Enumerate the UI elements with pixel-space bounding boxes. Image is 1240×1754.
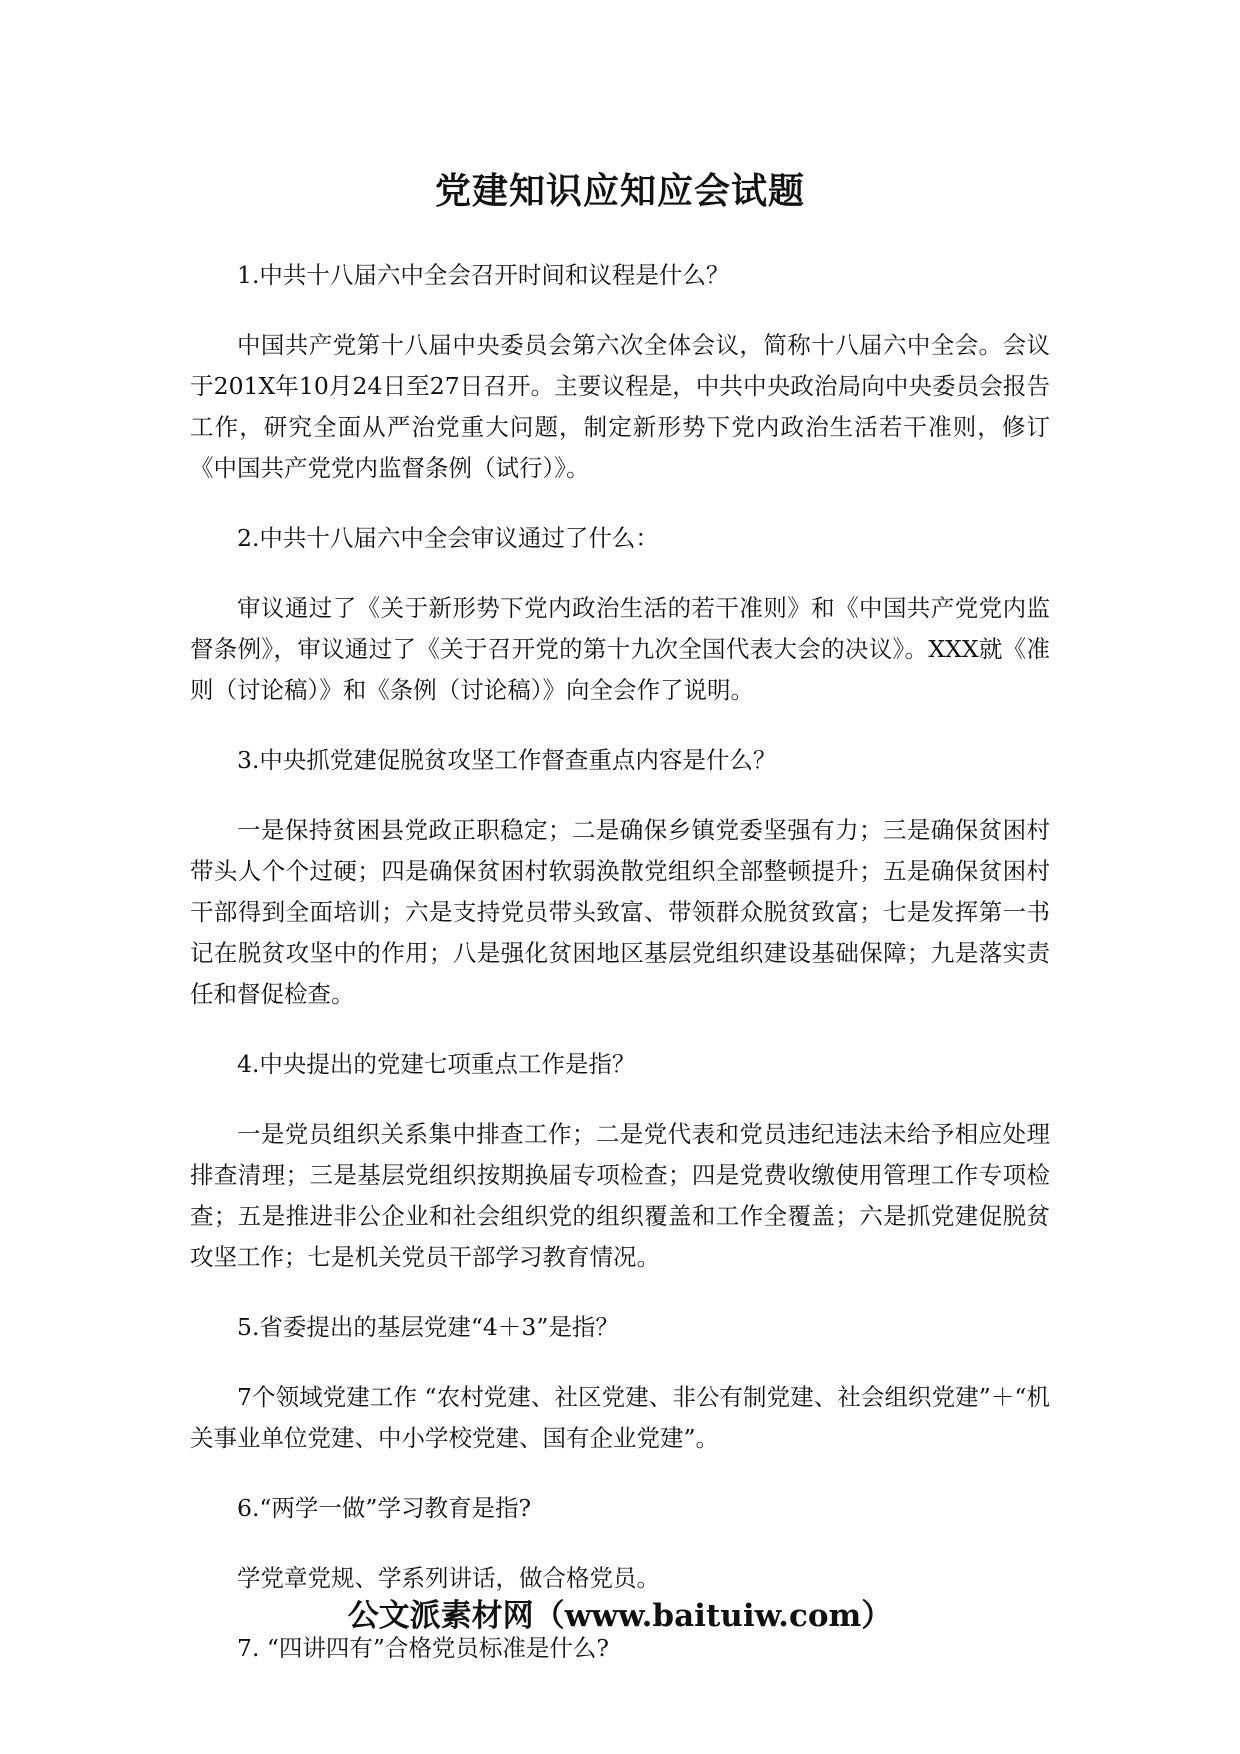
answer-6: 学党章党规、学系列讲话，做合格党员。 bbox=[237, 1564, 660, 1592]
answer-4: 一是党员组织关系集中排查工作；二是党代表和党员违纪违法未给予相应处理排查清理；三是基层党组织按期换届专项检查；四是党费收缴使用管理工作专项检查；五是推进非公企业和社会组织党的组织覆盖和工作全覆盖；六是抓党建促脱贫攻坚工作；七是机关党员干部学习教育情况。 bbox=[190, 1120, 1050, 1271]
question-3: 3.中央抓党建促脱贫攻坚工作督查重点内容是什么？ bbox=[237, 746, 777, 774]
question-2: 2.中共十八届六中全会审议通过了什么： bbox=[237, 524, 659, 552]
question-6: 6.“两学一做”学习教育是指? bbox=[237, 1494, 532, 1522]
footer-source: 公文派素材网（www.baituiw.com） bbox=[347, 1598, 893, 1634]
question-7: 7. “四讲四有”合格党员标准是什么? bbox=[237, 1634, 610, 1662]
answer-3: 一是保持贫困县党政正职稳定；二是确保乡镇党委坚强有力；三是确保贫困村带头人个个过硬；四是确保贫困村软弱涣散党组织全部整顿提升；五是确保贫困村干部得到全面培训；六是支持党员带头致富、带领群众脱贫致富；七是发挥第一书记在脱贫攻坚中的作用；八是强化贫困地区基层党组织建设基础保障；九是落实责任和督促检查。 bbox=[190, 816, 1050, 1008]
answer-1: 中国共产党第十八届中央委员会第六次全体会议，简称十八届六中全会。会议于201X年10月24日至27日召开。主要议程是，中共中央政治局向中央委员会报告工作，研究全面从严治党重大问题，制定新形势下党内政治生活若干准则，修订《中国共产党党内监督条例（试行）》。 bbox=[190, 331, 1050, 482]
answer-2: 审议通过了《关于新形势下党内政治生活的若干准则》和《中国共产党党内监督条例》，审议通过了《关于召开党的第十九次全国代表大会的决议》。XXX就《准则（讨论稿）》和《条例（讨论稿）》向全会作了说明。 bbox=[190, 594, 1050, 704]
question-4: 4.中央提出的党建七项重点工作是指？ bbox=[237, 1050, 636, 1078]
document-title: 党建知识应知应会试题 bbox=[434, 170, 805, 212]
question-1: 1.中共十八届六中全会召开时间和议程是什么？ bbox=[237, 261, 730, 289]
question-5: 5.省委提出的基层党建“4＋3”是指？ bbox=[237, 1313, 619, 1341]
document-body bbox=[190, 255, 1050, 1698]
answer-5: 7个领域党建工作 “农村党建、社区党建、非公有制党建、社会组织党建”＋“机关事业单位党建、中小学校党建、国有企业党建”。 bbox=[190, 1383, 1050, 1452]
